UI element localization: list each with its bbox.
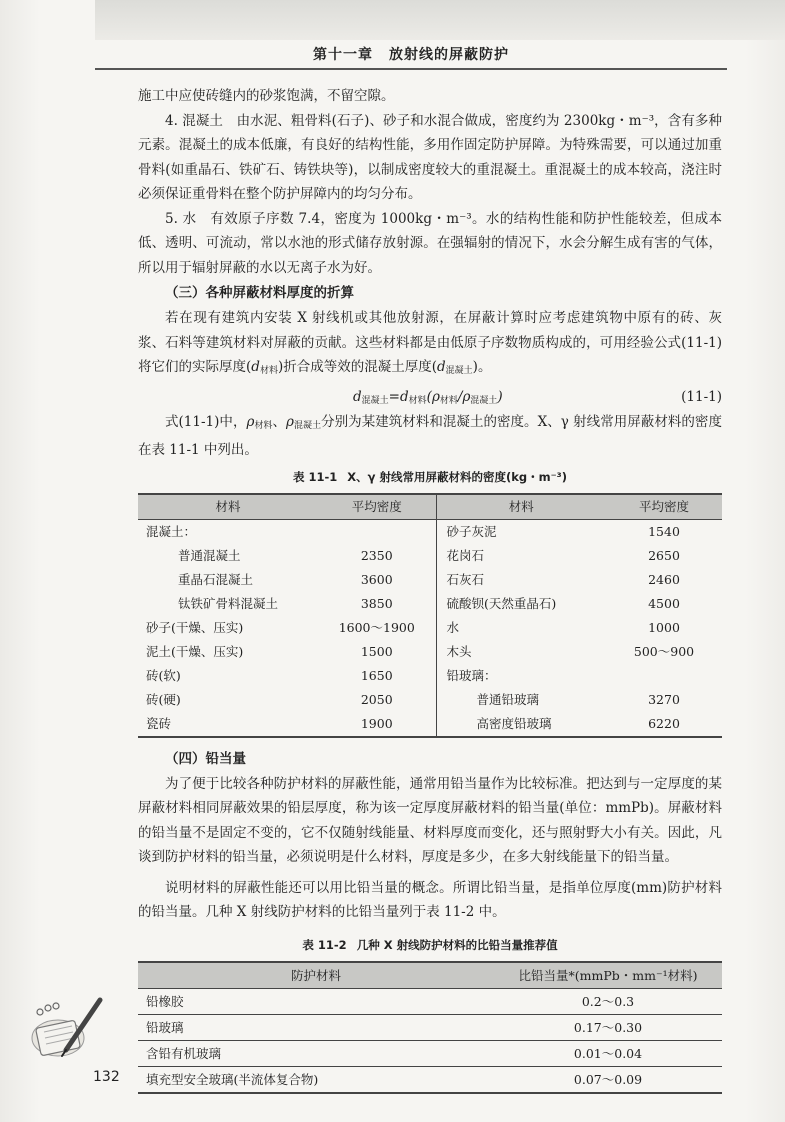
- page-number: 132: [93, 1069, 120, 1085]
- chapter-title: 放射线的屏蔽防护: [389, 47, 509, 63]
- table-cell: 0.07～0.09: [573, 1071, 643, 1087]
- table-header-row: [138, 962, 722, 989]
- symbol-rho: ρ: [462, 388, 471, 405]
- table-header-cell: 防护材料: [290, 967, 341, 983]
- table-cell: 0.17～0.30: [573, 1019, 643, 1035]
- table-cell: 硫酸钡(天然重晶石): [436, 592, 606, 616]
- lead-equivalent-table: [138, 961, 722, 1094]
- caption-text: X、γ 射线常用屏蔽材料的密度(kg・m⁻³): [347, 469, 567, 484]
- table-cell: 2050: [360, 691, 393, 707]
- symbol-d: d: [399, 388, 409, 405]
- table-cell: 含铅有机玻璃: [146, 1045, 222, 1061]
- table-cell: 混凝土：: [146, 523, 197, 539]
- table-row: [138, 640, 722, 664]
- subscript-concrete: 混凝土: [445, 366, 473, 376]
- subscript-material: 材料: [259, 366, 278, 376]
- table-header-cell: 材料: [215, 498, 241, 514]
- table-cell: 2460: [648, 571, 680, 587]
- table-cell: 木头: [436, 640, 606, 664]
- text-run: 式(11-1)中，: [165, 413, 247, 430]
- formula-body: [353, 384, 503, 414]
- paren: (: [426, 388, 432, 405]
- running-header: [95, 44, 727, 64]
- table-cell: [318, 519, 436, 544]
- table-cell: 1000: [648, 619, 680, 635]
- table-row: [138, 568, 722, 592]
- header-band: [95, 0, 785, 40]
- symbol-rho: ρ: [286, 413, 294, 430]
- table-cell: 铅玻璃：: [436, 664, 606, 688]
- paragraph: 施工中应使砖缝内的砂浆饱满，不留空隙。: [138, 88, 395, 104]
- separator: 、: [272, 413, 287, 430]
- paren: ): [497, 388, 503, 405]
- table-cell: 1500: [360, 643, 393, 659]
- text-run: 若在现有建筑内安装 X 射线机或其他放射源，在屏蔽计算时应考虑建筑物中原有的砖、灰浆、石料等建筑材料对屏蔽的贡献。这些材料都是由低原子序数物质构成的，可用经验公式(11-1)将它们的实际厚度(: [138, 310, 722, 375]
- table-cell: [606, 664, 722, 688]
- table-cell: 3270: [648, 691, 680, 707]
- section-heading-3: （三）各种屏蔽材料厚度的折算: [165, 285, 354, 301]
- table-cell: 1650: [360, 667, 393, 683]
- subscript-material: 材料: [254, 420, 273, 431]
- table-cell: 砂子灰泥: [436, 519, 606, 544]
- paragraph-conversion: [138, 306, 722, 384]
- caption-number: 表 11-2: [302, 937, 347, 952]
- table-cell: 重晶石混凝土: [178, 571, 254, 587]
- table-header-cell: 平均密度: [638, 498, 689, 514]
- table-row: [138, 664, 722, 688]
- density-table: [138, 493, 722, 738]
- section-heading-4: （四）铅当量: [165, 750, 246, 767]
- symbol-rho: ρ: [246, 413, 255, 430]
- table-row: [138, 1066, 722, 1093]
- notebook-pen-icon: [26, 994, 104, 1062]
- formula-number: (11-1): [681, 388, 722, 405]
- table-cell: 铅玻璃: [146, 1019, 184, 1035]
- table-cell: 3850: [360, 595, 393, 611]
- table-cell: 2350: [360, 547, 393, 563]
- table-header-cell: 材料: [436, 494, 606, 520]
- table-cell: 高密度铅玻璃: [436, 712, 606, 737]
- table-row: [138, 1014, 722, 1040]
- subscript-concrete: 混凝土: [361, 395, 389, 406]
- table-row: [138, 616, 722, 640]
- equals-sign: =: [388, 388, 400, 405]
- paragraph-concrete: 4. 混凝土 由水泥、粗骨料(石子)、砂子和水混合做成，密度约为 2300kg・m⁻³，含有多种元素。混凝土的成本低廉，有良好的结构性能，多用作固定防护屏障。为特殊需要，可以通过加重骨料(如重晶石、铁矿石、铸铁块等)，以制成密度较大的重混凝土。重混凝土的成本较高，浇注时必须保证重骨料在整个防护屏障内的均匀分布。: [138, 112, 722, 202]
- table-cell: 填充型安全玻璃(半流体复合物): [146, 1071, 319, 1087]
- table2-caption: [138, 935, 722, 955]
- table-cell: 砂子(干燥、压实): [146, 619, 244, 635]
- paragraph-water: 5. 水 有效原子序数 7.4，密度为 1000kg・m⁻³。水的结构性能和防护性能较差，但成本低、透明、可流动，常以水池的形式储存放射源。在强辐射的情况下，水会分解生成有害的气体，所以用于辐射屏蔽的水以无离子水为好。: [138, 210, 722, 276]
- table-row: [138, 1040, 722, 1066]
- table-row: [138, 988, 722, 1014]
- subscript-material: 材料: [408, 395, 427, 406]
- table-cell: 普通混凝土: [178, 547, 241, 563]
- table-cell: 石灰石: [436, 568, 606, 592]
- body-text: [138, 84, 722, 1094]
- chapter-number: 第十一章: [313, 47, 373, 63]
- table-cell: 500～900: [633, 643, 695, 659]
- table1-caption: [138, 467, 722, 487]
- table-cell: 花岗石: [436, 544, 606, 568]
- paragraph-specific-lead: 说明材料的屏蔽性能还可以用比铅当量的概念。所谓比铅当量，是指单位厚度(mm)防护材料的铅当量。几种 X 射线防护材料的比铅当量列于表 11-2 中。: [138, 879, 722, 920]
- text-run: 分别为某建筑材料和混凝土的密度。X、γ 射线常用屏蔽材料的密度在表 11-1 中列出。: [138, 413, 722, 458]
- symbol-rho: ρ: [431, 388, 440, 405]
- table-header-row: [138, 494, 722, 520]
- table-cell: 铅橡胶: [146, 993, 184, 1009]
- table-cell: 1600～1900: [338, 619, 415, 635]
- table-cell: 3600: [360, 571, 393, 587]
- table-cell: 水: [436, 616, 606, 640]
- table-row: [138, 519, 722, 544]
- table-cell: 砖(硬): [146, 691, 181, 707]
- table-cell: 4500: [648, 595, 680, 611]
- subscript-material: 材料: [439, 395, 458, 406]
- table-row: [138, 592, 722, 616]
- table-cell: 普通铅玻璃: [436, 688, 606, 712]
- table-cell: 钛铁矿骨料混凝土: [178, 595, 279, 611]
- symbol-d: d: [353, 388, 362, 405]
- table-cell: 砖(软): [146, 667, 181, 683]
- table-row: [138, 544, 722, 568]
- caption-text: 几种 X 射线防护材料的比铅当量推荐值: [356, 937, 558, 952]
- table-header-cell: 比铅当量*(mmPb・mm⁻¹材料): [518, 967, 698, 983]
- table-cell: 0.2～0.3: [581, 993, 635, 1009]
- text-run: )折合成等效的混凝土厚度(: [277, 359, 437, 375]
- slash: /: [457, 388, 463, 405]
- table-cell: 泥土(干燥、压实): [146, 643, 244, 659]
- table-row: [138, 688, 722, 712]
- table-cell: 2650: [648, 547, 680, 563]
- table-row: [138, 712, 722, 737]
- subscript-concrete: 混凝土: [293, 420, 322, 431]
- header-rule: [95, 68, 727, 70]
- paragraph-formula-note: [138, 410, 722, 463]
- text-run: )。: [472, 359, 492, 375]
- subscript-concrete: 混凝土: [470, 395, 498, 406]
- paragraph-lead-equivalent: 为了便于比较各种防护材料的屏蔽性能，通常用铅当量作为比较标准。把达到与一定厚度的某屏蔽材料相同屏蔽效果的铅层厚度，称为该一定厚度屏蔽材料的铅当量(单位：mmPb)。屏蔽材料的铅当量不是固定不变的，它不仅随射线能量、材料厚度而变化，还与照射野大小有关。因此，凡谈到防护材料的铅当量，必须说明是什么材料，厚度是多少，在多大射线能量下的铅当量。: [138, 775, 722, 865]
- table-header-cell: 平均密度: [351, 498, 402, 514]
- table-cell: 0.01～0.04: [573, 1045, 643, 1061]
- table-cell: 1900: [360, 715, 393, 731]
- symbol-d: d: [437, 359, 446, 375]
- table-cell: 1540: [648, 523, 680, 539]
- table-cell: 6220: [648, 715, 680, 731]
- formula-11-1: [138, 384, 722, 410]
- caption-number: 表 11-1: [293, 469, 338, 484]
- table-cell: 瓷砖: [146, 715, 172, 731]
- symbol-d: d: [251, 359, 260, 375]
